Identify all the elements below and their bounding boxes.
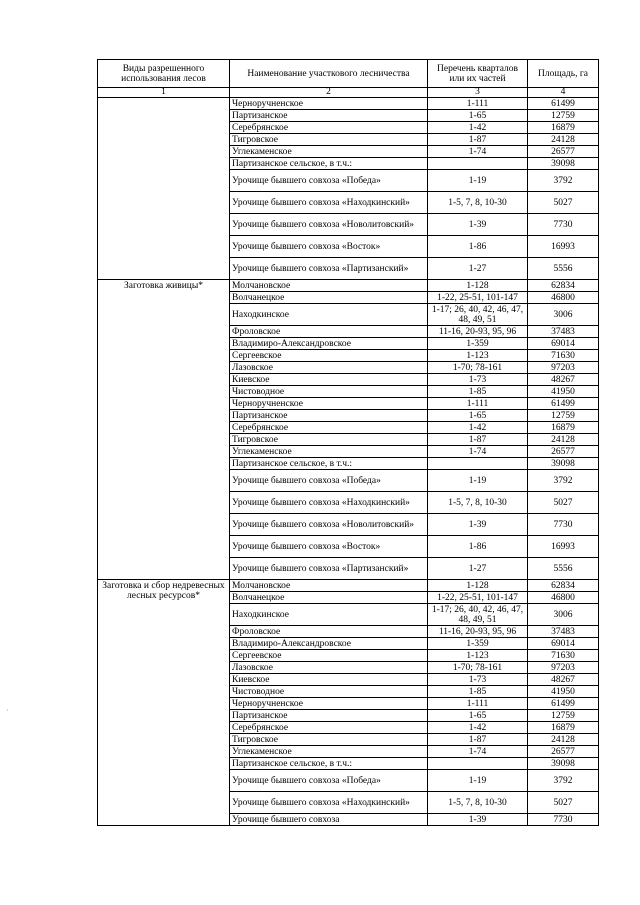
quarters-cell: 1-65 bbox=[428, 710, 528, 722]
quarters-cell: 1-39 bbox=[428, 814, 528, 826]
quarters-cell: 1-70; 78-161 bbox=[428, 662, 528, 674]
area-cell: 26577 bbox=[528, 146, 599, 158]
forestry-name-cell: Партизанское bbox=[230, 410, 428, 422]
quarters-cell: 1-22, 25-51, 101-147 bbox=[428, 592, 528, 604]
forestry-name-cell: Серебрянское bbox=[230, 422, 428, 434]
quarters-cell: 1-87 bbox=[428, 134, 528, 146]
area-cell: 61499 bbox=[528, 698, 599, 710]
forestry-name-cell: Молчановское bbox=[230, 580, 428, 592]
area-cell: 41950 bbox=[528, 686, 599, 698]
table-index-row bbox=[98, 88, 599, 98]
forestry-name-cell: Черноручненское bbox=[230, 398, 428, 410]
area-cell: 46800 bbox=[528, 292, 599, 304]
area-cell: 97203 bbox=[528, 662, 599, 674]
document-page bbox=[97, 59, 599, 826]
use-type-cell: Заготовка живицы* bbox=[98, 280, 230, 580]
forestry-name-cell: Киевское bbox=[230, 374, 428, 386]
area-cell: 71630 bbox=[528, 350, 599, 362]
forestry-name-cell: Партизанское сельское, в т.ч.: bbox=[230, 158, 428, 170]
forestry-name-cell: Чистоводное bbox=[230, 686, 428, 698]
quarters-cell: 1-19 bbox=[428, 770, 528, 792]
forestry-name-cell: Тигровское bbox=[230, 434, 428, 446]
area-cell: 41950 bbox=[528, 386, 599, 398]
table-row bbox=[98, 98, 599, 110]
quarters-cell: 11-16, 20-93, 95, 96 bbox=[428, 326, 528, 338]
use-type-cell bbox=[98, 98, 230, 280]
quarters-cell: 1-27 bbox=[428, 558, 528, 580]
area-cell: 3006 bbox=[528, 304, 599, 326]
forestry-name-cell: Лазовское bbox=[230, 362, 428, 374]
table-row bbox=[98, 580, 599, 592]
forestry-name-cell: Фроловское bbox=[230, 626, 428, 638]
quarters-cell: 1-86 bbox=[428, 536, 528, 558]
forestry-name-cell: Волчанецкое bbox=[230, 592, 428, 604]
forestry-name-cell: Находкинское bbox=[230, 604, 428, 626]
area-cell: 61499 bbox=[528, 98, 599, 110]
quarters-cell: 1-111 bbox=[428, 398, 528, 410]
area-cell: 24128 bbox=[528, 434, 599, 446]
area-cell: 7730 bbox=[528, 214, 599, 236]
forestry-name-cell: Урочище бывшего совхоза «Находкинский» bbox=[230, 492, 428, 514]
header-forestry-name: Наименование участкового лесничества bbox=[230, 60, 428, 88]
forestry-name-cell: Черноручненское bbox=[230, 98, 428, 110]
forestry-name-cell: Урочище бывшего совхоза «Партизанский» bbox=[230, 258, 428, 280]
quarters-cell: 1-85 bbox=[428, 386, 528, 398]
area-cell: 16879 bbox=[528, 722, 599, 734]
quarters-cell: 1-73 bbox=[428, 674, 528, 686]
forestry-name-cell: Сергеевское bbox=[230, 350, 428, 362]
forestry-name-cell: Урочище бывшего совхоза «Победа» bbox=[230, 770, 428, 792]
area-cell: 69014 bbox=[528, 338, 599, 350]
area-cell: 5556 bbox=[528, 558, 599, 580]
area-cell: 37483 bbox=[528, 626, 599, 638]
area-cell: 12759 bbox=[528, 710, 599, 722]
area-cell: 37483 bbox=[528, 326, 599, 338]
area-cell: 5027 bbox=[528, 492, 599, 514]
forestry-name-cell: Серебрянское bbox=[230, 722, 428, 734]
forestry-name-cell: Тигровское bbox=[230, 134, 428, 146]
area-cell: 26577 bbox=[528, 746, 599, 758]
table-body bbox=[98, 98, 599, 826]
area-cell: 16993 bbox=[528, 236, 599, 258]
quarters-cell: 1-42 bbox=[428, 722, 528, 734]
area-cell: 62834 bbox=[528, 580, 599, 592]
quarters-cell: 1-39 bbox=[428, 214, 528, 236]
area-cell: 97203 bbox=[528, 362, 599, 374]
forestry-name-cell: Фроловское bbox=[230, 326, 428, 338]
forestry-name-cell: Киевское bbox=[230, 674, 428, 686]
quarters-cell: 1-65 bbox=[428, 110, 528, 122]
margin-mark: · bbox=[6, 706, 9, 715]
forestry-name-cell: Урочище бывшего совхоза bbox=[230, 814, 428, 826]
forestry-name-cell: Партизанское bbox=[230, 110, 428, 122]
area-cell: 61499 bbox=[528, 398, 599, 410]
quarters-cell: 1-42 bbox=[428, 122, 528, 134]
quarters-cell: 1-39 bbox=[428, 514, 528, 536]
forestry-name-cell: Урочище бывшего совхоза «Находкинский» bbox=[230, 192, 428, 214]
forestry-name-cell: Урочище бывшего совхоза «Новолитовский» bbox=[230, 214, 428, 236]
forestry-name-cell: Урочище бывшего совхоза «Победа» bbox=[230, 170, 428, 192]
area-cell: 39098 bbox=[528, 758, 599, 770]
area-cell: 48267 bbox=[528, 674, 599, 686]
index-cell: 2 bbox=[230, 88, 428, 98]
header-use-type: Виды разрешенного использования лесов bbox=[98, 60, 230, 88]
area-cell: 3792 bbox=[528, 770, 599, 792]
forest-use-table bbox=[97, 59, 599, 826]
quarters-cell bbox=[428, 158, 528, 170]
area-cell: 3006 bbox=[528, 604, 599, 626]
quarters-cell: 1-19 bbox=[428, 470, 528, 492]
quarters-cell: 1-74 bbox=[428, 446, 528, 458]
quarters-cell: 1-70; 78-161 bbox=[428, 362, 528, 374]
quarters-cell: 1-5, 7, 8, 10-30 bbox=[428, 492, 528, 514]
area-cell: 5027 bbox=[528, 792, 599, 814]
quarters-cell: 1-359 bbox=[428, 338, 528, 350]
quarters-cell: 1-359 bbox=[428, 638, 528, 650]
quarters-cell: 1-85 bbox=[428, 686, 528, 698]
area-cell: 46800 bbox=[528, 592, 599, 604]
forestry-name-cell: Партизанское сельское, в т.ч.: bbox=[230, 758, 428, 770]
quarters-cell: 1-73 bbox=[428, 374, 528, 386]
forestry-name-cell: Урочище бывшего совхоза «Восток» bbox=[230, 236, 428, 258]
forestry-name-cell: Урочище бывшего совхоза «Восток» bbox=[230, 536, 428, 558]
quarters-cell: 1-86 bbox=[428, 236, 528, 258]
area-cell: 71630 bbox=[528, 650, 599, 662]
quarters-cell: 11-16, 20-93, 95, 96 bbox=[428, 626, 528, 638]
area-cell: 16993 bbox=[528, 536, 599, 558]
forestry-name-cell: Молчановское bbox=[230, 280, 428, 292]
area-cell: 62834 bbox=[528, 280, 599, 292]
forestry-name-cell: Черноручненское bbox=[230, 698, 428, 710]
forestry-name-cell: Тигровское bbox=[230, 734, 428, 746]
use-type-cell: Заготовка и сбор недревесных лесных ресурсов* bbox=[98, 580, 230, 826]
area-cell: 3792 bbox=[528, 470, 599, 492]
area-cell: 24128 bbox=[528, 134, 599, 146]
forestry-name-cell: Серебрянское bbox=[230, 122, 428, 134]
forestry-name-cell: Партизанское bbox=[230, 710, 428, 722]
quarters-cell: 1-123 bbox=[428, 650, 528, 662]
quarters-cell: 1-128 bbox=[428, 280, 528, 292]
area-cell: 3792 bbox=[528, 170, 599, 192]
quarters-cell: 1-87 bbox=[428, 434, 528, 446]
quarters-cell: 1-111 bbox=[428, 698, 528, 710]
index-cell: 4 bbox=[528, 88, 599, 98]
forestry-name-cell: Волчанецкое bbox=[230, 292, 428, 304]
forestry-name-cell: Сергеевское bbox=[230, 650, 428, 662]
forestry-name-cell: Углекаменское bbox=[230, 746, 428, 758]
area-cell: 12759 bbox=[528, 110, 599, 122]
area-cell: 5556 bbox=[528, 258, 599, 280]
quarters-cell: 1-74 bbox=[428, 146, 528, 158]
quarters-cell: 1-87 bbox=[428, 734, 528, 746]
forestry-name-cell: Владимиро-Александровское bbox=[230, 338, 428, 350]
quarters-cell: 1-74 bbox=[428, 746, 528, 758]
quarters-cell: 1-17; 26, 40, 42, 46, 47, 48, 49, 51 bbox=[428, 304, 528, 326]
quarters-cell: 1-27 bbox=[428, 258, 528, 280]
forestry-name-cell: Лазовское bbox=[230, 662, 428, 674]
forestry-name-cell: Владимиро-Александровское bbox=[230, 638, 428, 650]
forestry-name-cell: Урочище бывшего совхоза «Находкинский» bbox=[230, 792, 428, 814]
forestry-name-cell: Урочище бывшего совхоза «Победа» bbox=[230, 470, 428, 492]
quarters-cell: 1-123 bbox=[428, 350, 528, 362]
area-cell: 12759 bbox=[528, 410, 599, 422]
quarters-cell: 1-17; 26, 40, 42, 46, 47, 48, 49, 51 bbox=[428, 604, 528, 626]
table-header-row bbox=[98, 60, 599, 88]
header-area: Площадь, га bbox=[528, 60, 599, 88]
forestry-name-cell: Партизанское сельское, в т.ч.: bbox=[230, 458, 428, 470]
header-quarters: Перечень кварталов или их частей bbox=[428, 60, 528, 88]
table-row bbox=[98, 280, 599, 292]
forestry-name-cell: Чистоводное bbox=[230, 386, 428, 398]
quarters-cell: 1-42 bbox=[428, 422, 528, 434]
area-cell: 39098 bbox=[528, 458, 599, 470]
area-cell: 48267 bbox=[528, 374, 599, 386]
area-cell: 39098 bbox=[528, 158, 599, 170]
quarters-cell: 1-65 bbox=[428, 410, 528, 422]
area-cell: 26577 bbox=[528, 446, 599, 458]
forestry-name-cell: Углекаменское bbox=[230, 446, 428, 458]
quarters-cell: 1-5, 7, 8, 10-30 bbox=[428, 792, 528, 814]
quarters-cell: 1-19 bbox=[428, 170, 528, 192]
quarters-cell: 1-128 bbox=[428, 580, 528, 592]
forestry-name-cell: Урочище бывшего совхоза «Новолитовский» bbox=[230, 514, 428, 536]
area-cell: 5027 bbox=[528, 192, 599, 214]
area-cell: 7730 bbox=[528, 814, 599, 826]
forestry-name-cell: Углекаменское bbox=[230, 146, 428, 158]
index-cell: 3 bbox=[428, 88, 528, 98]
forestry-name-cell: Находкинское bbox=[230, 304, 428, 326]
forestry-name-cell: Урочище бывшего совхоза «Партизанский» bbox=[230, 558, 428, 580]
area-cell: 24128 bbox=[528, 734, 599, 746]
quarters-cell: 1-111 bbox=[428, 98, 528, 110]
quarters-cell: 1-5, 7, 8, 10-30 bbox=[428, 192, 528, 214]
area-cell: 16879 bbox=[528, 122, 599, 134]
area-cell: 69014 bbox=[528, 638, 599, 650]
quarters-cell bbox=[428, 758, 528, 770]
area-cell: 7730 bbox=[528, 514, 599, 536]
quarters-cell bbox=[428, 458, 528, 470]
index-cell: 1 bbox=[98, 88, 230, 98]
area-cell: 16879 bbox=[528, 422, 599, 434]
quarters-cell: 1-22, 25-51, 101-147 bbox=[428, 292, 528, 304]
